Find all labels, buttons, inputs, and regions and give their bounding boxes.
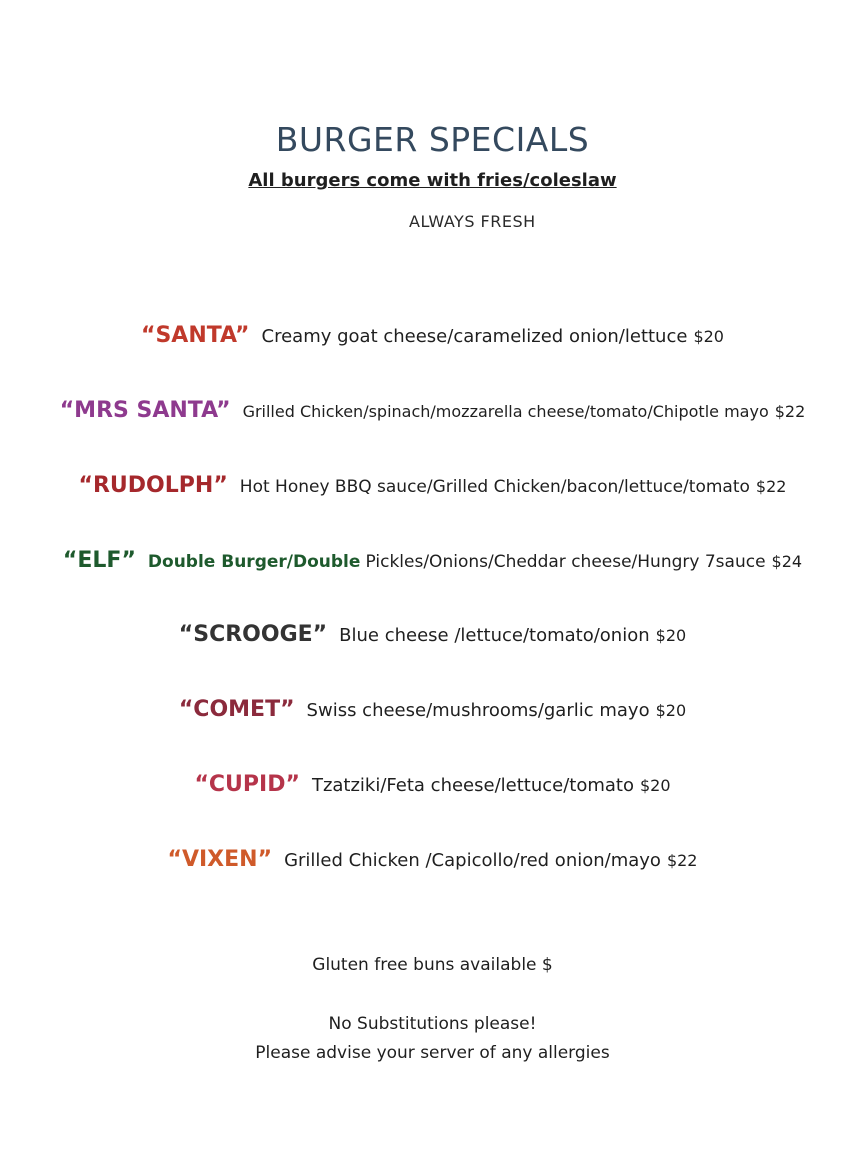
menu-item-elf bbox=[0, 548, 865, 573]
item-name: “RUDOLPH” bbox=[78, 473, 228, 498]
item-price: $24 bbox=[771, 552, 803, 571]
menu-item-scrooge bbox=[0, 622, 865, 647]
item-price: $20 bbox=[639, 776, 671, 795]
menu-subtitle: All burgers come with fries/coleslaw bbox=[248, 170, 617, 191]
item-description: Swiss cheese/mushrooms/garlic mayo bbox=[306, 700, 650, 721]
item-name: “COMET” bbox=[178, 697, 295, 722]
allergies-note: Please advise your server of any allergies bbox=[255, 1043, 610, 1063]
item-name: “MRS SANTA” bbox=[59, 398, 231, 423]
item-name: “ELF” bbox=[62, 548, 136, 573]
item-description: Grilled Chicken/spinach/mozzarella cheese/tomato/Chipotle mayo bbox=[242, 402, 769, 421]
item-description: Tzatziki/Feta cheese/lettuce/tomato bbox=[311, 775, 634, 796]
menu-item-rudolph bbox=[0, 473, 865, 498]
item-description: Blue cheese /lettuce/tomato/onion bbox=[339, 625, 650, 646]
item-name: “VIXEN” bbox=[167, 847, 273, 872]
menu-item-comet bbox=[0, 697, 865, 722]
item-description: Hot Honey BBQ sauce/Grilled Chicken/bacon/lettuce/tomato bbox=[239, 477, 750, 497]
item-price: $20 bbox=[655, 626, 687, 645]
menu-item-mrs-santa bbox=[0, 398, 865, 423]
item-price: $22 bbox=[755, 477, 787, 496]
gluten-free-note: Gluten free buns available $ bbox=[312, 955, 553, 975]
item-name: “SANTA” bbox=[141, 323, 250, 348]
menu-item-santa bbox=[0, 323, 865, 348]
menu-title: BURGER SPECIALS bbox=[275, 120, 590, 159]
no-substitutions-note: No Substitutions please! bbox=[328, 1014, 537, 1034]
item-description: Pickles/Onions/Cheddar cheese/Hungry 7sauce bbox=[365, 552, 766, 572]
item-description: Grilled Chicken /Capicollo/red onion/mayo bbox=[284, 850, 661, 871]
item-description-highlight: Double Burger/Double bbox=[147, 552, 361, 572]
item-price: $20 bbox=[655, 701, 687, 720]
item-description: Creamy goat cheese/caramelized onion/lettuce bbox=[261, 326, 688, 347]
item-price: $20 bbox=[693, 327, 724, 346]
item-name: “SCROOGE” bbox=[178, 622, 328, 647]
menu-item-cupid bbox=[0, 772, 865, 797]
menu-item-vixen bbox=[0, 847, 865, 872]
item-name: “CUPID” bbox=[194, 772, 300, 797]
item-price: $22 bbox=[666, 851, 698, 870]
menu-tagline: ALWAYS FRESH bbox=[409, 212, 536, 231]
item-price: $22 bbox=[774, 402, 806, 421]
